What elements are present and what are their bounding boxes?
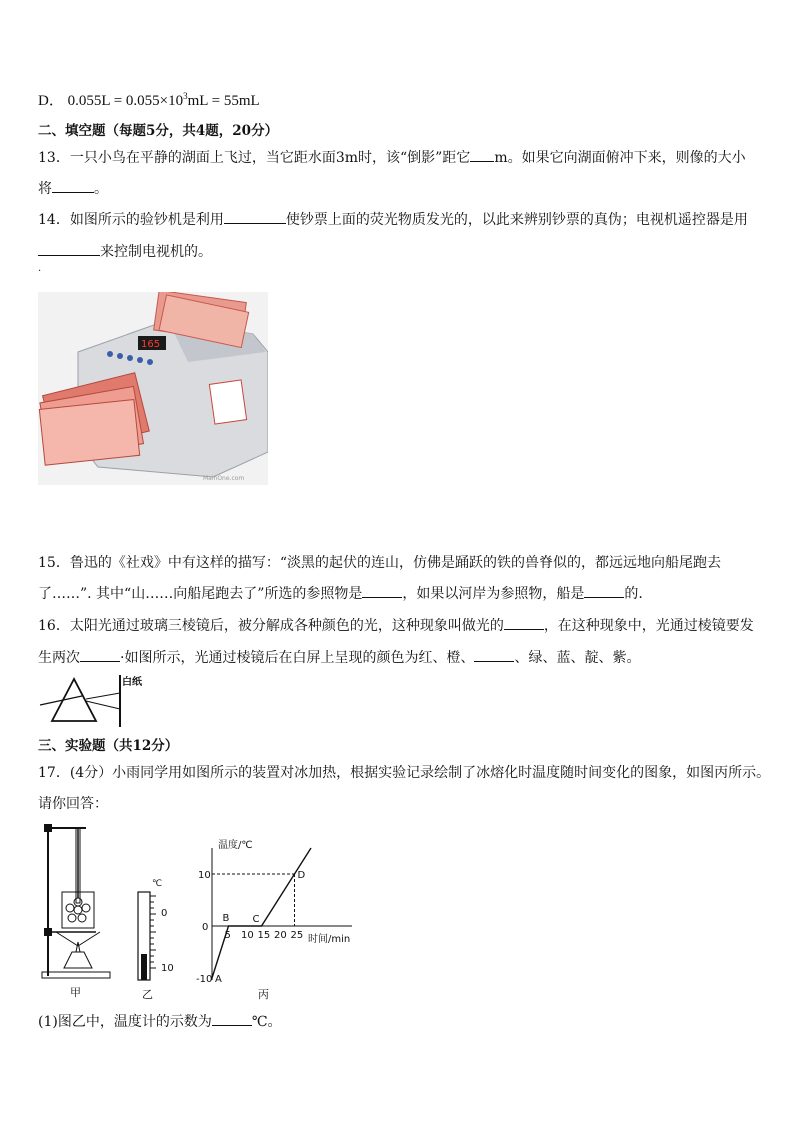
section-title-fill-blank: 二、填空题（每题5分，共4题，20分） xyxy=(38,123,279,139)
q15-text-a: 了……”. 其中“山……向船尾跑去了”所选的参照物是 xyxy=(38,586,363,602)
answer-blank[interactable] xyxy=(38,241,100,256)
answer-blank[interactable] xyxy=(584,583,624,598)
y-tick-label: 10 xyxy=(198,870,211,881)
answer-blank[interactable] xyxy=(224,209,286,224)
option-d xyxy=(38,89,260,110)
q15-line1: 15．鲁迅的《社戏》中有这样的描写：“淡黑的起伏的连山，仿佛是踊跃的铁的兽脊似的，都远远地向船尾跑去 xyxy=(38,555,721,571)
q15-line2 xyxy=(38,583,643,603)
x-tick-label: 15 xyxy=(257,930,271,941)
q15-text-b: ，如果以河岸为参照物，船是 xyxy=(402,586,585,602)
apparatus-figure xyxy=(38,818,118,1000)
x-tick-label: 10 xyxy=(241,930,254,941)
x-tick-label: 20 xyxy=(274,930,287,941)
q16-line2 xyxy=(38,647,640,667)
q16-text-b: ，在这种现象中，光通过棱镜要发 xyxy=(543,618,754,634)
answer-blank[interactable] xyxy=(52,178,94,193)
prism-triangle xyxy=(52,679,96,721)
point-label-d: D xyxy=(297,870,306,881)
q14-text-a: 14．如图所示的验钞机是利用 xyxy=(38,212,224,228)
answer-blank[interactable] xyxy=(362,583,402,598)
q13-text-b: m。如果它向湖面俯冲下来，则像的大小 xyxy=(494,150,746,166)
q17-sub1-text-a: (1)图乙中，温度计的示数为 xyxy=(38,1014,212,1030)
x-tick-label: 25 xyxy=(290,930,304,941)
answer-blank[interactable] xyxy=(470,147,494,162)
q16-text-e: 、绿、蓝、靛、紫。 xyxy=(514,650,641,666)
origin-label: 0 xyxy=(202,922,209,933)
q17-line1: 17．(4分）小雨同学用如图所示的装置对冰加热，根据实验记录绘制了冰熔化时温度随时间变化的图象，如图丙所示。 xyxy=(38,765,771,781)
answer-blank[interactable] xyxy=(212,1011,252,1026)
x-axis-label: 时间/min xyxy=(308,934,351,945)
q16-text-d: ·如图所示，光通过棱镜后在白屏上呈现的颜色为红、橙、 xyxy=(120,650,475,666)
watermark: MainOne.com xyxy=(203,475,245,482)
q17-sub1-text-b: ℃。 xyxy=(251,1014,282,1030)
option-math-end: mL = 55mL xyxy=(187,93,260,109)
q17-sub1 xyxy=(38,1011,282,1031)
q17-line2: 请你回答： xyxy=(38,796,108,812)
answer-blank[interactable] xyxy=(80,647,120,662)
q14-text-b: 使钞票上面的荧光物质发光的，以此来辨别钞票的真伪；电视机遥控器是用 xyxy=(285,212,748,228)
screen-label: 白纸 xyxy=(122,677,142,688)
q15-text-c: 的. xyxy=(624,586,643,602)
q16-text-a: 16．太阳光通过玻璃三棱镜后，被分解成各种颜色的光，这种现象叫做光的 xyxy=(38,618,504,634)
therm-tick-minus10: 10 xyxy=(161,963,174,974)
machine-display: 165 xyxy=(141,339,161,350)
y-axis-label: 温度/℃ xyxy=(218,840,253,851)
q14-line2 xyxy=(38,241,212,261)
q14-line1 xyxy=(38,209,748,229)
label-yi: 乙 xyxy=(142,988,153,1000)
y-tick-label: -10 xyxy=(196,974,213,985)
q13-line2 xyxy=(38,178,108,198)
x-tick-label: 5 xyxy=(224,930,231,941)
answer-blank[interactable] xyxy=(504,615,544,630)
option-sup: 3 xyxy=(183,91,188,101)
option-math: 0.055L = 0.055×10 xyxy=(67,93,184,109)
q16-line1 xyxy=(38,615,754,635)
section-title-experiment: 三、实验题（共12分） xyxy=(38,738,179,754)
q16-text-c: 生两次 xyxy=(38,650,80,666)
thermometer-figure xyxy=(128,868,184,1000)
q13-text-d: 。 xyxy=(94,181,108,197)
prism-figure xyxy=(38,673,158,729)
stray-dot: . xyxy=(38,263,42,274)
q13-line1 xyxy=(38,147,746,167)
mercury-column xyxy=(141,954,147,980)
temperature-time-chart xyxy=(196,830,368,1002)
q14-text-c: 来控制电视机的。 xyxy=(100,244,212,260)
dispersed-ray xyxy=(86,693,120,699)
money-counter-image xyxy=(38,292,268,485)
point-label-b: B xyxy=(222,913,230,924)
q13-text-a: 13．一只小鸟在平静的湖面上飞过，当它距水面3m时，该“倒影”距它 xyxy=(38,150,471,166)
label-bing: 丙 xyxy=(258,988,269,1001)
point-label-c: C xyxy=(252,914,260,925)
therm-unit: ℃ xyxy=(152,879,163,889)
point-label-a: A xyxy=(215,974,222,985)
label-jia: 甲 xyxy=(70,986,81,999)
q13-text-c: 将 xyxy=(38,181,52,197)
option-letter: D． xyxy=(38,93,64,109)
therm-tick-0: 0 xyxy=(161,908,168,919)
dispersed-ray xyxy=(86,701,120,709)
answer-blank[interactable] xyxy=(474,647,514,662)
